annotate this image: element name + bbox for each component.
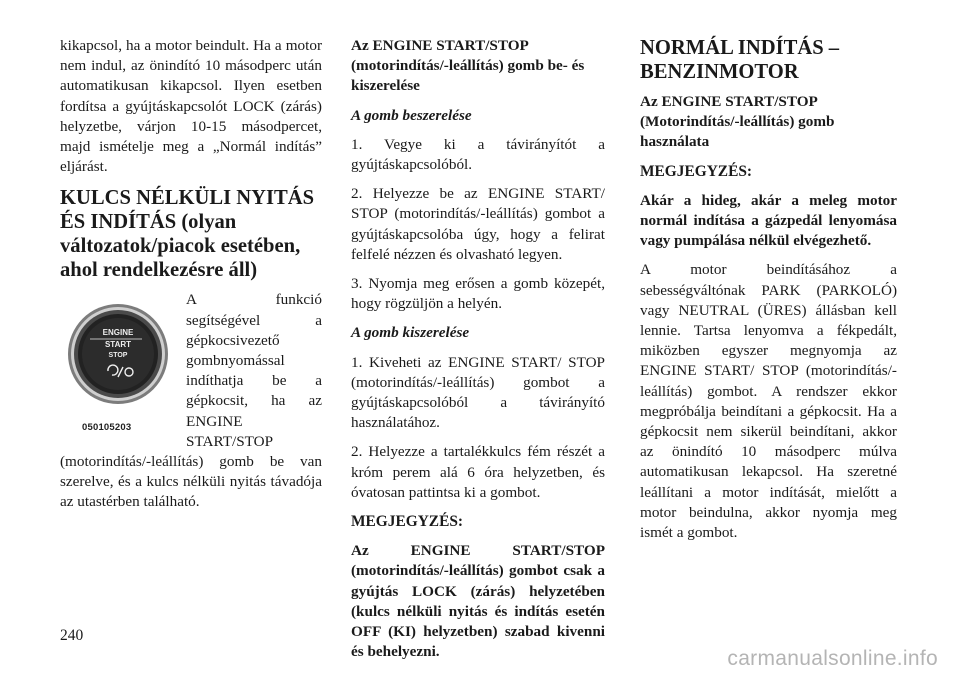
- remove-step-1: 1. Kiveheti az ENGINE START/ STOP (motorindítás/-leállítás) gombot a gyújtáskapcsolóból a távirányító használatához.: [351, 353, 605, 432]
- intro-paragraph: kikapcsol, ha a motor beindult. Ha a motor nem indul, az önindító 10 másodperc után automatikusan kikapcsol. Ilyen esetben fordítsa a gyújtáskapcsolót LOCK (zárás) helyzetbe, várjon 10-15 másodpercet, majd ismételje meg a „Normál indítás” eljárást.: [60, 37, 322, 176]
- middle-column: [351, 36, 605, 662]
- keyless-section: [60, 290, 322, 512]
- keyless-heading: KULCS NÉLKÜLI NYITÁS ÉS INDÍTÁS (olyan változatok/piacok esetében, ahol rendelkezésre áll): [60, 187, 315, 282]
- note-text: Az ENGINE START/STOP (motorindítás/-leállítás) gombot csak a gyújtás LOCK (zárás) helyzetében (kulcs nélküli nyitás és indítás esetén OFF (KI) helyzetben) szabad kivenni és behelyezni.: [351, 542, 605, 661]
- install-step-2: 2. Helyezze be az ENGINE START/ STOP (motorindítás/-leállítás) gombot a gyújtáskapcsolóba úgy, hogy a felirat felfelé nézzen és olvasható legyen.: [351, 185, 605, 263]
- start-stop-figure: [60, 294, 180, 444]
- start-procedure-paragraph: A motor beindításához a sebességváltónak PARK (PARKOLÓ) vagy NEUTRAL (ÜRES) állásban kell lennie. Tartsa lenyomva a fékpedált, miközben egyszer megnyomja az ENGINE START/ STOP (motorindítás/-leállítás) gombot. A rendszer ekkor megpróbálja beindítani a gépkocsit. Ha a gépkocsit nem sikerül beindítani, akkor az önindító 10 másodperc múlva automatikusan lekapcsol. Ha szeretné leállítani a motor indítását, mielőtt a motor beindulna, akkor nyomja meg ismét a gombot.: [640, 261, 897, 542]
- page-number: 240: [60, 627, 84, 644]
- note-text: Akár a hideg, akár a meleg motor normál indítása a gázpedál lenyomása vagy pumpálása nélkül elvégezhető.: [640, 191, 897, 250]
- right-column: [640, 36, 897, 543]
- engine-start-stop-button-icon: [62, 298, 174, 416]
- note-heading: MEGJEGYZÉS:: [351, 513, 464, 531]
- remove-subheading: A gomb kiszerelése: [351, 324, 470, 342]
- button-label-engine: ENGINE: [102, 328, 134, 338]
- note-heading: MEGJEGYZÉS:: [640, 162, 753, 180]
- watermark: carmanualsonline.info: [727, 647, 938, 670]
- install-step-3: 3. Nyomja meg erősen a gomb közepét, hogy rögzüljön a helyén.: [351, 275, 605, 313]
- figure-id: 050105203: [82, 422, 132, 434]
- button-label-start: START: [104, 340, 132, 350]
- install-subheading: A gomb beszerelése: [351, 106, 472, 124]
- install-remove-heading: Az ENGINE START/STOP (motorindítás/-leállítás) gomb be- és kiszerelése: [351, 37, 585, 95]
- install-step-1: 1. Vegye ki a távirányítót a gyújtáskapcsolóból.: [351, 135, 605, 174]
- normal-start-heading: NORMÁL INDÍTÁS – BENZINMOTOR: [640, 37, 840, 83]
- remove-step-2: 2. Helyezze a tartalékkulcs fém részét a króm perem alá 6 óra helyzetben, és óvatosan pattintsa ki a gombot.: [351, 443, 605, 501]
- left-column: [60, 36, 322, 513]
- button-usage-subheading: Az ENGINE START/STOP (Motorindítás/-leállítás) gomb használata: [640, 93, 835, 151]
- button-label-stop: STOP: [108, 352, 128, 360]
- feature-paragraph: A funkció segítségével a gépkocsivezető gombnyomással indíthatja be a gépkocsit, ha az ENGINE START/STOP (motorindítás/-leállítás) gomb be van szerelve, és a kulcs nélküli nyitás távadója az utastérben található.: [60, 291, 322, 511]
